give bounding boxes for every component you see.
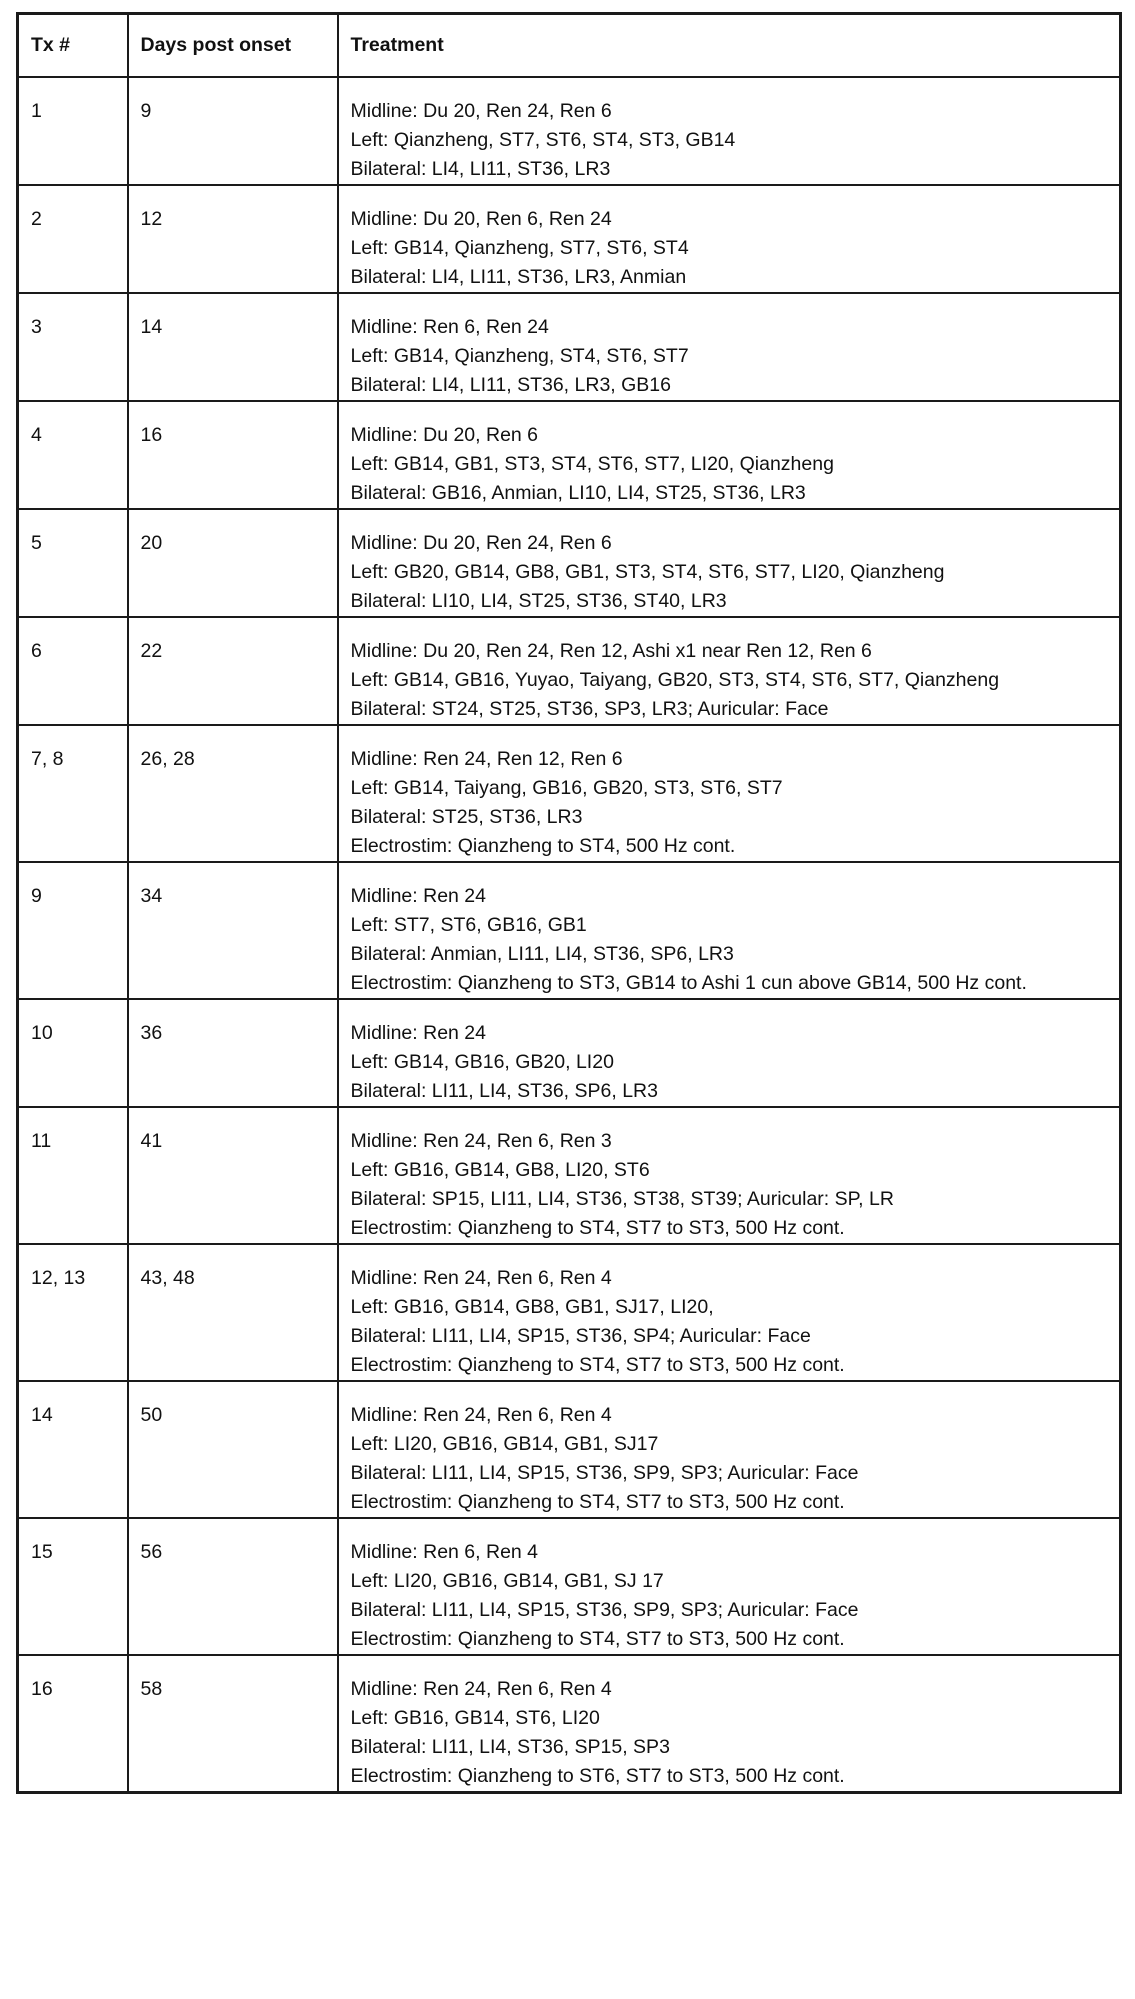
treatment-line: Midline: Ren 6, Ren 24 <box>350 316 549 338</box>
days-post-onset-cell: 56 <box>128 1518 338 1655</box>
treatment-line: Left: GB14, GB16, GB20, LI20 <box>350 1051 614 1073</box>
treatment-line: Bilateral: LI4, LI11, ST36, LR3, GB16 <box>350 374 671 396</box>
tx-number-cell: 5 <box>18 509 128 617</box>
days-post-onset-cell: 14 <box>128 293 338 401</box>
tx-number-cell: 9 <box>18 862 128 999</box>
treatment-line: Midline: Ren 24, Ren 6, Ren 4 <box>350 1404 612 1426</box>
tx-number-cell: 7, 8 <box>18 725 128 862</box>
tx-number-cell: 15 <box>18 1518 128 1655</box>
table-row <box>18 999 1121 1107</box>
treatment-line: Bilateral: GB16, Anmian, LI10, LI4, ST25, ST36, LR3 <box>350 482 806 504</box>
table-row <box>18 1107 1121 1244</box>
treatment-line: Left: LI20, GB16, GB14, GB1, SJ 17 <box>350 1570 664 1592</box>
treatment-cell <box>338 509 1121 617</box>
header-tx-number: Tx # <box>18 14 128 78</box>
treatment-line: Left: GB16, GB14, ST6, LI20 <box>350 1707 600 1729</box>
days-post-onset-cell: 41 <box>128 1107 338 1244</box>
treatment-line: Bilateral: LI4, LI11, ST36, LR3, Anmian <box>350 266 687 288</box>
table-row <box>18 77 1121 185</box>
days-post-onset-cell: 22 <box>128 617 338 725</box>
days-post-onset-cell: 36 <box>128 999 338 1107</box>
treatment-table <box>16 12 1122 1794</box>
tx-number-cell: 10 <box>18 999 128 1107</box>
treatment-line: Midline: Ren 24, Ren 6, Ren 4 <box>350 1267 612 1289</box>
tx-number-cell: 2 <box>18 185 128 293</box>
tx-number-cell: 14 <box>18 1381 128 1518</box>
treatment-line: Midline: Ren 24, Ren 6, Ren 4 <box>350 1678 612 1700</box>
days-post-onset-cell: 43, 48 <box>128 1244 338 1381</box>
header-days-post-onset: Days post onset <box>128 14 338 78</box>
treatment-cell <box>338 862 1121 999</box>
treatment-line: Left: GB14, Qianzheng, ST7, ST6, ST4 <box>350 237 689 259</box>
treatment-line: Bilateral: LI11, LI4, SP15, ST36, SP9, SP3; Auricular: Face <box>350 1599 859 1621</box>
table-row <box>18 509 1121 617</box>
days-post-onset-cell: 12 <box>128 185 338 293</box>
treatment-line: Bilateral: SP15, LI11, LI4, ST36, ST38, ST39; Auricular: SP, LR <box>350 1188 894 1210</box>
table-row <box>18 1655 1121 1793</box>
treatment-line: Left: GB16, GB14, GB8, LI20, ST6 <box>350 1159 650 1181</box>
days-post-onset-cell: 16 <box>128 401 338 509</box>
treatment-line: Electrostim: Qianzheng to ST6, ST7 to ST3, 500 Hz cont. <box>350 1765 845 1787</box>
days-post-onset-cell: 34 <box>128 862 338 999</box>
days-post-onset-cell: 26, 28 <box>128 725 338 862</box>
treatment-line: Left: GB14, GB1, ST3, ST4, ST6, ST7, LI20, Qianzheng <box>350 453 834 475</box>
treatment-cell <box>338 725 1121 862</box>
tx-number-cell: 6 <box>18 617 128 725</box>
treatment-line: Left: GB20, GB14, GB8, GB1, ST3, ST4, ST6, ST7, LI20, Qianzheng <box>350 561 945 583</box>
days-post-onset-cell: 20 <box>128 509 338 617</box>
tx-number-cell: 16 <box>18 1655 128 1793</box>
treatment-line: Left: GB16, GB14, GB8, GB1, SJ17, LI20, <box>350 1296 714 1318</box>
treatment-cell <box>338 77 1121 185</box>
tx-number-cell: 12, 13 <box>18 1244 128 1381</box>
header-row <box>18 14 1121 78</box>
treatment-cell <box>338 1381 1121 1518</box>
treatment-cell <box>338 999 1121 1107</box>
table-row <box>18 862 1121 999</box>
tx-number-cell: 4 <box>18 401 128 509</box>
treatment-line: Midline: Du 20, Ren 6, Ren 24 <box>350 208 612 230</box>
treatment-cell <box>338 185 1121 293</box>
treatment-line: Midline: Du 20, Ren 24, Ren 6 <box>350 532 612 554</box>
table-row <box>18 725 1121 862</box>
days-post-onset-cell: 9 <box>128 77 338 185</box>
treatment-line: Electrostim: Qianzheng to ST4, ST7 to ST3, 500 Hz cont. <box>350 1628 845 1650</box>
treatment-cell <box>338 1107 1121 1244</box>
treatment-line: Bilateral: LI11, LI4, ST36, SP6, LR3 <box>350 1080 658 1102</box>
treatment-line: Electrostim: Qianzheng to ST4, ST7 to ST3, 500 Hz cont. <box>350 1217 845 1239</box>
treatment-line: Bilateral: ST24, ST25, ST36, SP3, LR3; Auricular: Face <box>350 698 829 720</box>
treatment-cell <box>338 401 1121 509</box>
table-row <box>18 617 1121 725</box>
treatment-line: Left: GB14, Qianzheng, ST4, ST6, ST7 <box>350 345 689 367</box>
table-row <box>18 185 1121 293</box>
treatment-line: Midline: Ren 24, Ren 12, Ren 6 <box>350 748 623 770</box>
table-row <box>18 1244 1121 1381</box>
treatment-cell <box>338 1518 1121 1655</box>
treatment-line: Bilateral: ST25, ST36, LR3 <box>350 806 583 828</box>
treatment-line: Midline: Du 20, Ren 6 <box>350 424 539 446</box>
treatment-line: Midline: Ren 24 <box>350 1022 486 1044</box>
treatment-cell <box>338 293 1121 401</box>
tx-number-cell: 11 <box>18 1107 128 1244</box>
table-row <box>18 1518 1121 1655</box>
tx-number-cell: 1 <box>18 77 128 185</box>
treatment-line: Electrostim: Qianzheng to ST4, ST7 to ST3, 500 Hz cont. <box>350 1491 845 1513</box>
treatment-line: Midline: Ren 24 <box>350 885 486 907</box>
treatment-line: Left: GB14, Taiyang, GB16, GB20, ST3, ST6, ST7 <box>350 777 783 799</box>
treatment-line: Left: LI20, GB16, GB14, GB1, SJ17 <box>350 1433 659 1455</box>
table-body <box>18 77 1121 1793</box>
treatment-line: Left: GB14, GB16, Yuyao, Taiyang, GB20, ST3, ST4, ST6, ST7, Qianzheng <box>350 669 1000 691</box>
treatment-line: Electrostim: Qianzheng to ST4, ST7 to ST3, 500 Hz cont. <box>350 1354 845 1376</box>
treatment-cell <box>338 617 1121 725</box>
treatment-line: Bilateral: LI11, LI4, ST36, SP15, SP3 <box>350 1736 670 1758</box>
days-post-onset-cell: 50 <box>128 1381 338 1518</box>
treatment-line: Midline: Du 20, Ren 24, Ren 6 <box>350 100 612 122</box>
treatment-line: Bilateral: Anmian, LI11, LI4, ST36, SP6, LR3 <box>350 943 734 965</box>
treatment-line: Midline: Ren 24, Ren 6, Ren 3 <box>350 1130 612 1152</box>
table-row <box>18 401 1121 509</box>
treatment-line: Electrostim: Qianzheng to ST4, 500 Hz cont. <box>350 835 736 857</box>
treatment-cell <box>338 1244 1121 1381</box>
treatment-line: Left: ST7, ST6, GB16, GB1 <box>350 914 587 936</box>
table-row <box>18 1381 1121 1518</box>
treatment-line: Bilateral: LI11, LI4, SP15, ST36, SP4; Auricular: Face <box>350 1325 811 1347</box>
tx-number-cell: 3 <box>18 293 128 401</box>
treatment-line: Bilateral: LI11, LI4, SP15, ST36, SP9, SP3; Auricular: Face <box>350 1462 859 1484</box>
treatment-line: Midline: Du 20, Ren 24, Ren 12, Ashi x1 near Ren 12, Ren 6 <box>350 640 872 662</box>
treatment-line: Bilateral: LI4, LI11, ST36, LR3 <box>350 158 611 180</box>
header-treatment: Treatment <box>338 14 1121 78</box>
days-post-onset-cell: 58 <box>128 1655 338 1793</box>
treatment-line: Left: Qianzheng, ST7, ST6, ST4, ST3, GB14 <box>350 129 736 151</box>
treatment-line: Midline: Ren 6, Ren 4 <box>350 1541 539 1563</box>
treatment-cell <box>338 1655 1121 1793</box>
table-row <box>18 293 1121 401</box>
treatment-line: Electrostim: Qianzheng to ST3, GB14 to Ashi 1 cun above GB14, 500 Hz cont. <box>350 972 1027 994</box>
treatment-line: Bilateral: LI10, LI4, ST25, ST36, ST40, LR3 <box>350 590 727 612</box>
